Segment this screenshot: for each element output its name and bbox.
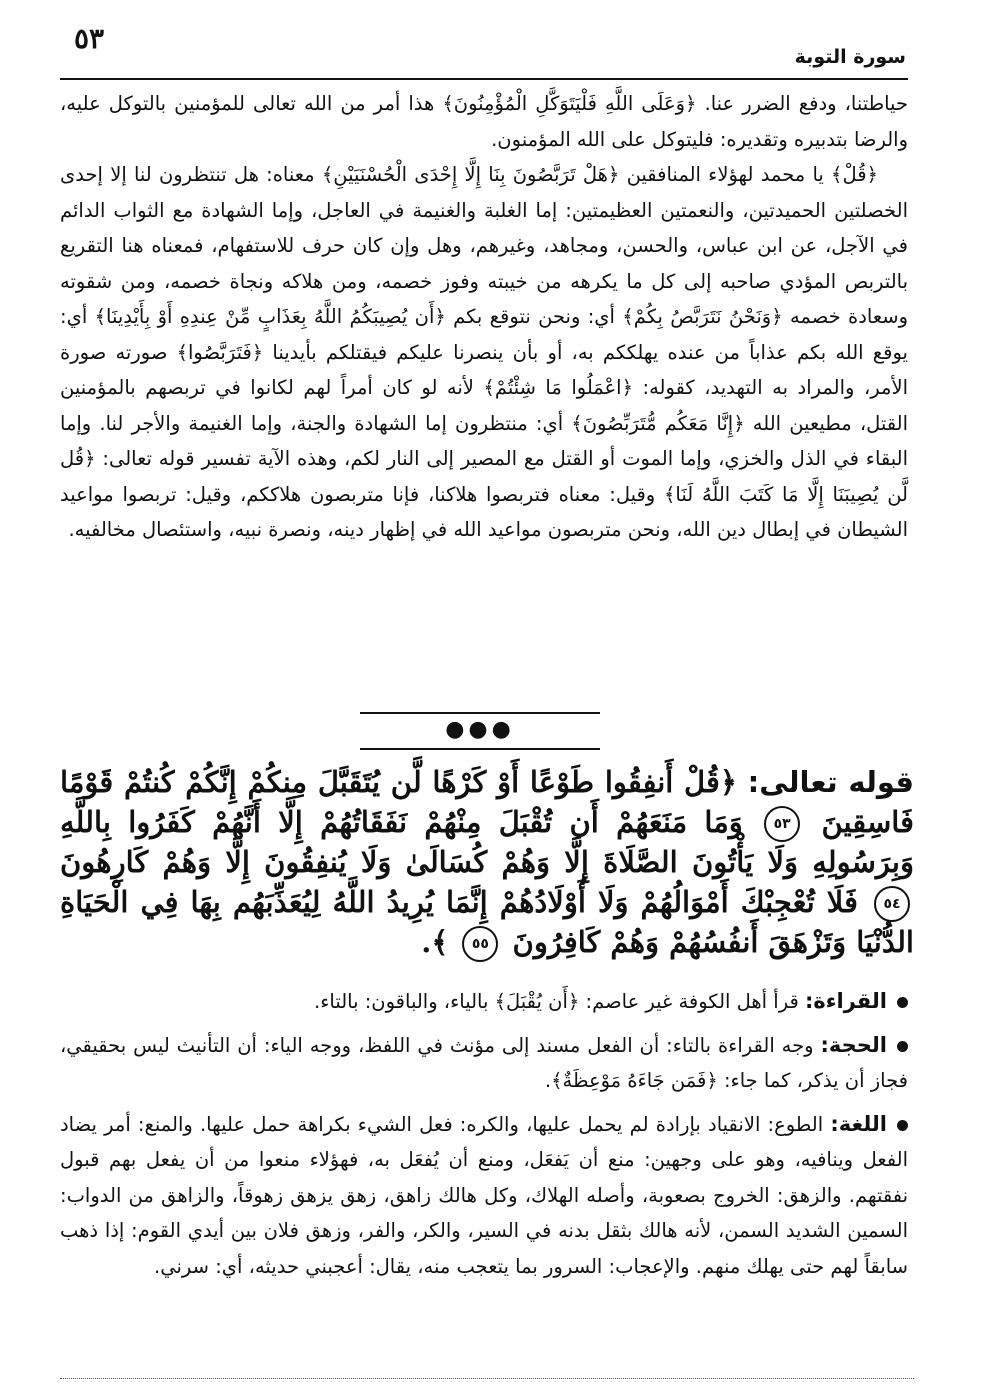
paragraph-tarabbus: ﴿قُلْ﴾ يا محمد لهؤلاء المنافقين ﴿هَلْ تَرَبَّصُونَ بِنَا إِلَّا إِحْدَى الْحُسْنَيَيْنِ﴾ معناه: هل تنتظرون لنا إلا إحدى الخصلتين الحميدتين، والنعمتين العظيمتين: إما الغلبة والغنيمة في العاجل، وإما الشهادة مع الثواب الدائم في الآجل، عن ابن عباس، والحسن، ومجاهد، وغيرهم، وهل وإن كان حرف للاستفهام، فمعناه هنا التقريع بالتربص المؤدي صاحبه إلى كل ما يكرهه من خيبته وفوز خصمه، ومن هلاكه ونجاة خصمه، ومن شقوته وسعادة خصمه ﴿وَنَحْنُ نَتَرَبَّصُ بِكُمْ﴾ أي: ونحن نتوقع بكم ﴿أَن يُصِيبَكُمُ اللَّهُ بِعَذَابٍ مِّنْ عِندِهِ أَوْ بِأَيْدِينَا﴾ أي: يوقع الله بكم عذاباً من عنده يهلككم به، أو بأن ينصرنا عليكم فيقتلكم بأيدينا ﴿فَتَرَبَّصُوا﴾ صورته صورة الأمر، والمراد به التهديد، كقوله: ﴿اعْمَلُوا مَا شِئْتُمْ﴾ لأنه لو كان أمراً لهم لكانوا في تربصهم بالمؤمنين القتل، مطيعين الله ﴿إِنَّا مَعَكُم مُّتَرَبِّصُونَ﴾ أي: منتظرون إما الشهادة والجنة، وإما الغنيمة والأجر لنا. وإما البقاء في الذل والخزي، وإما الموت أو القتل مع المصير إلى النار لكم، وهذه الآية تفسير قوله تعالى: ﴿قُل لَّن يُصِيبَنَا إِلَّا مَا كَتَبَ اللَّهُ لَنَا﴾ وقيل: معناه فتربصوا هلاكنا، فإنا متربصون هلاككم، وقيل: تربصوا مواعيد الشيطان في إبطال دين الله، ونحن متربصون مواعيد الله في إظهار دينه، ونصرة نبيه، واستئصال مخالفيه. [60,163,908,541]
entry-title-hujja: الحجة: [820,1032,888,1057]
verse-text-54: وَمَا مَنَعَهُمْ أَن تُقْبَلَ مِنْهُمْ نَفَقَاتُهُمْ إِلَّا أَنَّهُمْ كَفَرُوا بِاللَّهِ وَبِرَسُولِهِ وَلَا يَأْتُونَ الصَّلَاةَ إِلَّا وَهُمْ كُسَالَىٰ وَلَا يُنفِقُونَ إِلَّا وَهُمْ كَارِهُونَ [60,805,914,879]
bullet-icon [897,997,908,1008]
entry-lugha [60,1107,908,1285]
quran-verse-block [60,762,914,962]
entry-title-qiraa: القراءة: [805,989,887,1013]
verse-text-55: فَلَا تُعْجِبْكَ أَمْوَالُهُمْ وَلَا أَوْلَادُهُمْ إِنَّمَا يُرِيدُ اللَّهُ لِيُعَذِّبَهُم بِهَا فِي الْحَيَاةِ الدُّنْيَا وَتَزْهَقَ أَنفُسُهُمْ وَهُمْ كَافِرُونَ [60,885,914,959]
separator-dots: ●●● [445,717,515,742]
entry-text-lugha: الطوع: الانقياد بإرادة لم يحمل عليها، والكره: فعل الشيء بكراهة حمل عليها. والمنع: أمر يضاد الفعل وينافيه، وهو على وجهين: منع أن يَفعَل، ومنع أن يُفعَل به، فهؤلاء منعوا من أن يفعل بهم قبول نفقتهم. والزهق: الخروج بصعوبة، وأصله الهلاك، وكل هالك زاهق، زهق يزهق زهوقاً، والزاهق من الدواب: السمين الشديد السمن، لأنه هالك بثقل بدنه في السير، والكر، والفر، وزهق فلان بين أيدي القوم: إذا ذهب سابقاً لهم حتى يهلك منهم. والإعجاب: السرور بما يتعجب منه، يقال: أعجبني حديثه، أي: سرني. [60,1112,908,1278]
separator-line-bottom [360,748,600,750]
analysis-section [60,984,908,1292]
bottom-edge-mark [60,1378,914,1379]
verse-closing: ﴾. [421,925,449,959]
bullet-icon [897,1120,908,1131]
ayah-number-54: ٥٤ [874,886,910,922]
paragraph-tawakkul: حياطتنا، ودفع الضرر عنا. ﴿وَعَلَى اللَّهِ فَلْيَتَوَكَّلِ الْمُؤْمِنُونَ﴾ هذا أمر من الله تعالى للمؤمنين بالتوكل عليه، والرضا بتدبيره وتقديره: فليتوكل على الله المؤمنون. [60,92,908,151]
entry-hujja [60,1028,908,1099]
commentary-section [60,86,908,548]
ayah-number-55: ٥٥ [462,926,498,962]
entry-title-lugha: اللغة: [830,1111,887,1136]
page-number: ٥٣ [74,22,105,55]
header-divider [60,78,908,80]
surah-name: سورة التوبة [794,46,906,68]
verse-text-53: ﴿قُلْ أَنفِقُوا طَوْعًا أَوْ كَرْهًا لَّن يُتَقَبَّلَ مِنكُمْ إِنَّكُمْ كُنتُمْ قَوْمًا فَاسِقِينَ [60,765,914,839]
entry-text-hujja: وجه القراءة بالتاء: أن الفعل مسند إلى مؤنث في اللفظ، ووجه الياء: أن التأنيث ليس بحقيقي، فجاز أن يذكر، كما جاء: ﴿فَمَن جَاءَهُ مَوْعِظَةٌ﴾. [60,1033,908,1092]
entry-text-qiraa: قرأ أهل الكوفة غير عاصم: ﴿أَن يُقْبَلَ﴾ بالياء، والباقون: بالتاء. [314,990,799,1013]
ayah-number-53: ٥٣ [764,806,800,842]
bullet-icon [897,1041,908,1052]
entry-qiraa [60,984,908,1020]
verse-lead: قوله تعالى: [747,765,914,799]
page-header [60,22,906,74]
